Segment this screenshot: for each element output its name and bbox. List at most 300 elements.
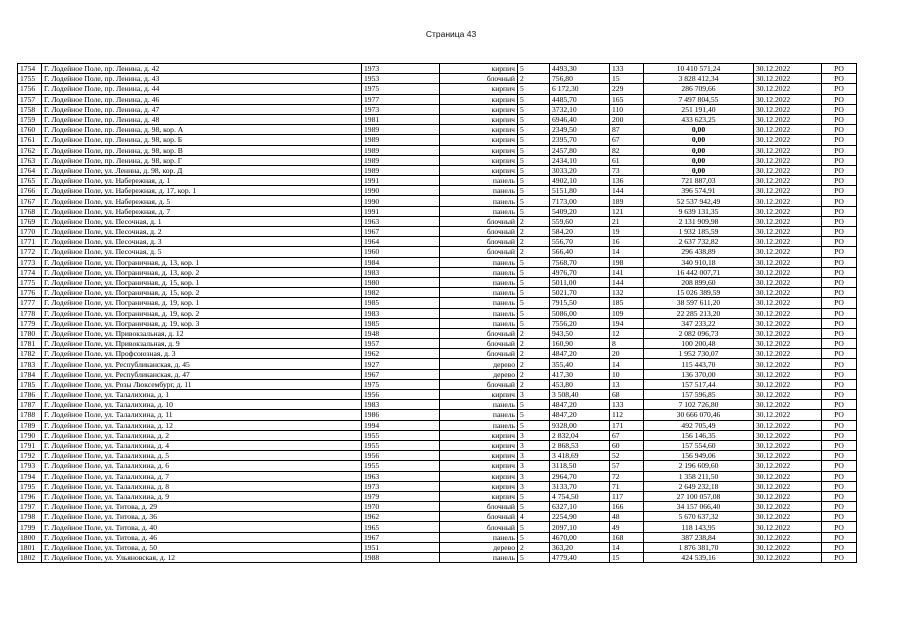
type-cell: РО bbox=[822, 267, 857, 277]
row-number-cell: 1796 bbox=[18, 491, 42, 501]
floors-cell: 5 bbox=[518, 502, 550, 512]
address-cell: Г. Лодейное Поле, ул. Талалихина, д. 11 bbox=[42, 410, 362, 420]
row-number-cell: 1766 bbox=[18, 186, 42, 196]
address-cell: Г. Лодейное Поле, ул. Пограничная, д. 19, кор. 3 bbox=[42, 318, 362, 328]
year-cell: 1991 bbox=[362, 206, 440, 216]
residents-cell: 121 bbox=[610, 206, 644, 216]
year-cell: 1963 bbox=[362, 471, 440, 481]
amount-cell: 0,00 bbox=[644, 145, 754, 155]
amount-cell: 7 497 804,55 bbox=[644, 94, 754, 104]
date-cell: 30.12.2022 bbox=[754, 451, 822, 461]
type-cell: РО bbox=[822, 196, 857, 206]
row-number-cell: 1791 bbox=[18, 440, 42, 450]
year-cell: 1984 bbox=[362, 257, 440, 267]
area-cell: 756,80 bbox=[550, 74, 610, 84]
address-cell: Г. Лодейное Поле, ул. Талалихина, д. 6 bbox=[42, 461, 362, 471]
residents-cell: 67 bbox=[610, 135, 644, 145]
address-cell: Г. Лодейное Поле, ул. Песочная, д. 2 bbox=[42, 227, 362, 237]
wall-material-cell: блочный bbox=[440, 502, 518, 512]
area-cell: 4485,70 bbox=[550, 94, 610, 104]
amount-cell: 156 949,06 bbox=[644, 451, 754, 461]
year-cell: 1985 bbox=[362, 298, 440, 308]
date-cell: 30.12.2022 bbox=[754, 135, 822, 145]
date-cell: 30.12.2022 bbox=[754, 390, 822, 400]
amount-cell: 38 597 611,20 bbox=[644, 298, 754, 308]
date-cell: 30.12.2022 bbox=[754, 125, 822, 135]
row-number-cell: 1778 bbox=[18, 308, 42, 318]
amount-cell: 286 709,66 bbox=[644, 84, 754, 94]
year-cell: 1988 bbox=[362, 553, 440, 563]
wall-material-cell: кирпич bbox=[440, 114, 518, 124]
wall-material-cell: кирпич bbox=[440, 145, 518, 155]
table-row bbox=[18, 410, 857, 420]
type-cell: РО bbox=[822, 84, 857, 94]
residents-cell: 109 bbox=[610, 308, 644, 318]
wall-material-cell: панель bbox=[440, 267, 518, 277]
floors-cell: 5 bbox=[518, 206, 550, 216]
floors-cell: 5 bbox=[518, 532, 550, 542]
table-row bbox=[18, 247, 857, 257]
wall-material-cell: кирпич bbox=[440, 135, 518, 145]
area-cell: 363,20 bbox=[550, 542, 610, 552]
residents-cell: 14 bbox=[610, 542, 644, 552]
floors-cell: 3 bbox=[518, 461, 550, 471]
amount-cell: 115 443,70 bbox=[644, 359, 754, 369]
year-cell: 1985 bbox=[362, 318, 440, 328]
row-number-cell: 1768 bbox=[18, 206, 42, 216]
wall-material-cell: панель bbox=[440, 400, 518, 410]
amount-cell: 5 670 637,32 bbox=[644, 512, 754, 522]
date-cell: 30.12.2022 bbox=[754, 267, 822, 277]
area-cell: 5086,00 bbox=[550, 308, 610, 318]
wall-material-cell: панель bbox=[440, 308, 518, 318]
residents-cell: 61 bbox=[610, 155, 644, 165]
area-cell: 160,90 bbox=[550, 339, 610, 349]
year-cell: 1973 bbox=[362, 481, 440, 491]
floors-cell: 2 bbox=[518, 349, 550, 359]
type-cell: РО bbox=[822, 502, 857, 512]
date-cell: 30.12.2022 bbox=[754, 216, 822, 226]
floors-cell: 5 bbox=[518, 522, 550, 532]
type-cell: РО bbox=[822, 410, 857, 420]
year-cell: 1994 bbox=[362, 420, 440, 430]
amount-cell: 118 143,95 bbox=[644, 522, 754, 532]
date-cell: 30.12.2022 bbox=[754, 227, 822, 237]
type-cell: РО bbox=[822, 155, 857, 165]
floors-cell: 2 bbox=[518, 359, 550, 369]
wall-material-cell: кирпич bbox=[440, 390, 518, 400]
address-cell: Г. Лодейное Поле, ул. Набережная, д. 17, кор. 1 bbox=[42, 186, 362, 196]
wall-material-cell: блочный bbox=[440, 216, 518, 226]
area-cell: 6946,40 bbox=[550, 114, 610, 124]
area-cell: 2254,90 bbox=[550, 512, 610, 522]
floors-cell: 5 bbox=[518, 288, 550, 298]
year-cell: 1989 bbox=[362, 165, 440, 175]
floors-cell: 3 bbox=[518, 481, 550, 491]
residents-cell: 87 bbox=[610, 125, 644, 135]
floors-cell: 2 bbox=[518, 74, 550, 84]
area-cell: 3732,10 bbox=[550, 104, 610, 114]
amount-cell: 492 705,49 bbox=[644, 420, 754, 430]
year-cell: 1956 bbox=[362, 451, 440, 461]
floors-cell: 5 bbox=[518, 196, 550, 206]
amount-cell: 157 517,44 bbox=[644, 379, 754, 389]
table-row bbox=[18, 104, 857, 114]
year-cell: 1983 bbox=[362, 308, 440, 318]
table-row bbox=[18, 369, 857, 379]
residents-cell: 21 bbox=[610, 216, 644, 226]
year-cell: 1973 bbox=[362, 64, 440, 74]
type-cell: РО bbox=[822, 135, 857, 145]
row-number-cell: 1790 bbox=[18, 430, 42, 440]
floors-cell: 5 bbox=[518, 277, 550, 287]
year-cell: 1955 bbox=[362, 430, 440, 440]
wall-material-cell: панель bbox=[440, 532, 518, 542]
type-cell: РО bbox=[822, 104, 857, 114]
type-cell: РО bbox=[822, 420, 857, 430]
address-cell: Г. Лодейное Поле, пр. Ленина, д. 98, кор. В bbox=[42, 145, 362, 155]
date-cell: 30.12.2022 bbox=[754, 369, 822, 379]
row-number-cell: 1777 bbox=[18, 298, 42, 308]
residents-cell: 13 bbox=[610, 379, 644, 389]
address-cell: Г. Лодейное Поле, ул. Титова, д. 29 bbox=[42, 502, 362, 512]
area-cell: 566,40 bbox=[550, 247, 610, 257]
address-cell: Г. Лодейное Поле, ул. Набережная, д. 1 bbox=[42, 176, 362, 186]
table-row bbox=[18, 186, 857, 196]
address-cell: Г. Лодейное Поле, ул. Республиканская, д. 45 bbox=[42, 359, 362, 369]
residents-cell: 166 bbox=[610, 502, 644, 512]
residents-cell: 229 bbox=[610, 84, 644, 94]
table-row bbox=[18, 542, 857, 552]
table-row bbox=[18, 491, 857, 501]
row-number-cell: 1771 bbox=[18, 237, 42, 247]
address-cell: Г. Лодейное Поле, ул. Привокзальная, д. 9 bbox=[42, 339, 362, 349]
floors-cell: 5 bbox=[518, 308, 550, 318]
address-cell: Г. Лодейное Поле, ул. Талалихина, д. 8 bbox=[42, 481, 362, 491]
wall-material-cell: блочный bbox=[440, 349, 518, 359]
wall-material-cell: кирпич bbox=[440, 430, 518, 440]
date-cell: 30.12.2022 bbox=[754, 461, 822, 471]
date-cell: 30.12.2022 bbox=[754, 104, 822, 114]
floors-cell: 5 bbox=[518, 155, 550, 165]
type-cell: РО bbox=[822, 176, 857, 186]
address-cell: Г. Лодейное Поле, ул. Привокзальная, д. 12 bbox=[42, 328, 362, 338]
address-cell: Г. Лодейное Поле, ул. Талалихина, д. 2 bbox=[42, 430, 362, 440]
table-row bbox=[18, 196, 857, 206]
amount-cell: 721 887,03 bbox=[644, 176, 754, 186]
type-cell: РО bbox=[822, 94, 857, 104]
year-cell: 1990 bbox=[362, 186, 440, 196]
address-cell: Г. Лодейное Поле, ул. Набережная, д. 5 bbox=[42, 196, 362, 206]
area-cell: 6327,10 bbox=[550, 502, 610, 512]
type-cell: РО bbox=[822, 227, 857, 237]
residents-cell: 189 bbox=[610, 196, 644, 206]
type-cell: РО bbox=[822, 400, 857, 410]
type-cell: РО bbox=[822, 359, 857, 369]
area-cell: 453,80 bbox=[550, 379, 610, 389]
area-cell: 4 754,50 bbox=[550, 491, 610, 501]
table-row bbox=[18, 74, 857, 84]
address-cell: Г. Лодейное Поле, ул. Набережная, д. 7 bbox=[42, 206, 362, 216]
date-cell: 30.12.2022 bbox=[754, 308, 822, 318]
floors-cell: 2 bbox=[518, 237, 550, 247]
year-cell: 1951 bbox=[362, 542, 440, 552]
floors-cell: 3 bbox=[518, 451, 550, 461]
amount-cell: 22 285 213,20 bbox=[644, 308, 754, 318]
amount-cell: 34 157 066,40 bbox=[644, 502, 754, 512]
table-row bbox=[18, 125, 857, 135]
area-cell: 4847,20 bbox=[550, 349, 610, 359]
table-row bbox=[18, 135, 857, 145]
table-row bbox=[18, 94, 857, 104]
floors-cell: 5 bbox=[518, 553, 550, 563]
year-cell: 1982 bbox=[362, 288, 440, 298]
year-cell: 1967 bbox=[362, 227, 440, 237]
wall-material-cell: кирпич bbox=[440, 155, 518, 165]
residents-cell: 19 bbox=[610, 227, 644, 237]
area-cell: 2 868,53 bbox=[550, 440, 610, 450]
table-row bbox=[18, 298, 857, 308]
type-cell: РО bbox=[822, 74, 857, 84]
amount-cell: 0,00 bbox=[644, 135, 754, 145]
wall-material-cell: кирпич bbox=[440, 165, 518, 175]
year-cell: 1990 bbox=[362, 196, 440, 206]
date-cell: 30.12.2022 bbox=[754, 553, 822, 563]
floors-cell: 5 bbox=[518, 145, 550, 155]
residents-cell: 67 bbox=[610, 430, 644, 440]
date-cell: 30.12.2022 bbox=[754, 481, 822, 491]
wall-material-cell: дерево bbox=[440, 359, 518, 369]
date-cell: 30.12.2022 bbox=[754, 114, 822, 124]
floors-cell: 5 bbox=[518, 257, 550, 267]
address-cell: Г. Лодейное Поле, пр. Ленина, д. 98, кор. А bbox=[42, 125, 362, 135]
date-cell: 30.12.2022 bbox=[754, 532, 822, 542]
date-cell: 30.12.2022 bbox=[754, 339, 822, 349]
type-cell: РО bbox=[822, 288, 857, 298]
address-cell: Г. Лодейное Поле, ул. Пограничная, д. 13, кор. 1 bbox=[42, 257, 362, 267]
year-cell: 1980 bbox=[362, 277, 440, 287]
amount-cell: 296 438,89 bbox=[644, 247, 754, 257]
wall-material-cell: блочный bbox=[440, 247, 518, 257]
row-number-cell: 1755 bbox=[18, 74, 42, 84]
row-number-cell: 1765 bbox=[18, 176, 42, 186]
wall-material-cell: блочный bbox=[440, 522, 518, 532]
amount-cell: 16 442 007,71 bbox=[644, 267, 754, 277]
area-cell: 4779,40 bbox=[550, 553, 610, 563]
floors-cell: 2 bbox=[518, 227, 550, 237]
address-cell: Г. Лодейное Поле, ул. Титова, д. 40 bbox=[42, 522, 362, 532]
address-cell: Г. Лодейное Поле, пр. Ленина, д. 47 bbox=[42, 104, 362, 114]
date-cell: 30.12.2022 bbox=[754, 502, 822, 512]
type-cell: РО bbox=[822, 186, 857, 196]
area-cell: 943,50 bbox=[550, 328, 610, 338]
row-number-cell: 1801 bbox=[18, 542, 42, 552]
type-cell: РО bbox=[822, 145, 857, 155]
residents-cell: 136 bbox=[610, 176, 644, 186]
type-cell: РО bbox=[822, 461, 857, 471]
table-row bbox=[18, 339, 857, 349]
address-cell: Г. Лодейное Поле, ул. Ульяновская, д. 12 bbox=[42, 553, 362, 563]
table-row bbox=[18, 155, 857, 165]
residents-cell: 168 bbox=[610, 532, 644, 542]
date-cell: 30.12.2022 bbox=[754, 155, 822, 165]
wall-material-cell: панель bbox=[440, 298, 518, 308]
type-cell: РО bbox=[822, 369, 857, 379]
residents-cell: 48 bbox=[610, 512, 644, 522]
residents-cell: 110 bbox=[610, 104, 644, 114]
row-number-cell: 1762 bbox=[18, 145, 42, 155]
table-row bbox=[18, 522, 857, 532]
residents-cell: 165 bbox=[610, 94, 644, 104]
residents-cell: 200 bbox=[610, 114, 644, 124]
address-cell: Г. Лодейное Поле, ул. Профсоюзная, д. 3 bbox=[42, 349, 362, 359]
wall-material-cell: панель bbox=[440, 186, 518, 196]
area-cell: 4902,10 bbox=[550, 176, 610, 186]
row-number-cell: 1786 bbox=[18, 390, 42, 400]
row-number-cell: 1781 bbox=[18, 339, 42, 349]
date-cell: 30.12.2022 bbox=[754, 247, 822, 257]
year-cell: 1989 bbox=[362, 125, 440, 135]
year-cell: 1975 bbox=[362, 84, 440, 94]
year-cell: 1977 bbox=[362, 94, 440, 104]
type-cell: РО bbox=[822, 64, 857, 74]
table-row bbox=[18, 451, 857, 461]
address-cell: Г. Лодейное Поле, пр. Ленина, д. 44 bbox=[42, 84, 362, 94]
amount-cell: 136 370,00 bbox=[644, 369, 754, 379]
date-cell: 30.12.2022 bbox=[754, 196, 822, 206]
year-cell: 1979 bbox=[362, 491, 440, 501]
floors-cell: 5 bbox=[518, 298, 550, 308]
residents-cell: 185 bbox=[610, 298, 644, 308]
amount-cell: 2 131 909,98 bbox=[644, 216, 754, 226]
floors-cell: 5 bbox=[518, 104, 550, 114]
date-cell: 30.12.2022 bbox=[754, 145, 822, 155]
wall-material-cell: блочный bbox=[440, 328, 518, 338]
amount-cell: 2 196 609,60 bbox=[644, 461, 754, 471]
row-number-cell: 1773 bbox=[18, 257, 42, 267]
address-cell: Г. Лодейное Поле, ул. Талалихина, д. 10 bbox=[42, 400, 362, 410]
amount-cell: 0,00 bbox=[644, 125, 754, 135]
row-number-cell: 1795 bbox=[18, 481, 42, 491]
type-cell: РО bbox=[822, 308, 857, 318]
floors-cell: 5 bbox=[518, 125, 550, 135]
address-cell: Г. Лодейное Поле, ул. Талалихина, д. 12 bbox=[42, 420, 362, 430]
area-cell: 5021,70 bbox=[550, 288, 610, 298]
amount-cell: 208 899,60 bbox=[644, 277, 754, 287]
address-cell: Г. Лодейное Поле, ул. Талалихина, д. 1 bbox=[42, 390, 362, 400]
row-number-cell: 1758 bbox=[18, 104, 42, 114]
wall-material-cell: кирпич bbox=[440, 94, 518, 104]
year-cell: 1989 bbox=[362, 135, 440, 145]
row-number-cell: 1776 bbox=[18, 288, 42, 298]
address-cell: Г. Лодейное Поле, ул. Талалихина, д. 5 bbox=[42, 451, 362, 461]
amount-cell: 0,00 bbox=[644, 155, 754, 165]
amount-cell: 396 574,91 bbox=[644, 186, 754, 196]
row-number-cell: 1761 bbox=[18, 135, 42, 145]
row-number-cell: 1782 bbox=[18, 349, 42, 359]
table-row bbox=[18, 430, 857, 440]
residents-cell: 52 bbox=[610, 451, 644, 461]
housing-registry-table bbox=[17, 63, 857, 563]
wall-material-cell: панель bbox=[440, 277, 518, 287]
address-cell: Г. Лодейное Поле, ул. Талалихина, д. 7 bbox=[42, 471, 362, 481]
year-cell: 1981 bbox=[362, 114, 440, 124]
amount-cell: 30 666 070,46 bbox=[644, 410, 754, 420]
year-cell: 1962 bbox=[362, 349, 440, 359]
table-row bbox=[18, 165, 857, 175]
residents-cell: 132 bbox=[610, 288, 644, 298]
wall-material-cell: кирпич bbox=[440, 461, 518, 471]
amount-cell: 1 358 211,50 bbox=[644, 471, 754, 481]
wall-material-cell: дерево bbox=[440, 542, 518, 552]
area-cell: 5409,20 bbox=[550, 206, 610, 216]
year-cell: 1983 bbox=[362, 400, 440, 410]
date-cell: 30.12.2022 bbox=[754, 237, 822, 247]
floors-cell: 3 bbox=[518, 471, 550, 481]
floors-cell: 5 bbox=[518, 64, 550, 74]
year-cell: 1989 bbox=[362, 155, 440, 165]
residents-cell: 198 bbox=[610, 257, 644, 267]
amount-cell: 3 828 412,34 bbox=[644, 74, 754, 84]
row-number-cell: 1797 bbox=[18, 502, 42, 512]
type-cell: РО bbox=[822, 542, 857, 552]
floors-cell: 2 bbox=[518, 379, 550, 389]
residents-cell: 15 bbox=[610, 553, 644, 563]
address-cell: Г. Лодейное Поле, ул. Пограничная, д. 19, кор. 1 bbox=[42, 298, 362, 308]
date-cell: 30.12.2022 bbox=[754, 430, 822, 440]
area-cell: 4976,70 bbox=[550, 267, 610, 277]
type-cell: РО bbox=[822, 553, 857, 563]
address-cell: Г. Лодейное Поле, ул. Талалихина, д. 4 bbox=[42, 440, 362, 450]
address-cell: Г. Лодейное Поле, пр. Ленина, д. 43 bbox=[42, 74, 362, 84]
address-cell: Г. Лодейное Поле, ул. Пограничная, д. 13, кор. 2 bbox=[42, 267, 362, 277]
year-cell: 1953 bbox=[362, 74, 440, 84]
row-number-cell: 1774 bbox=[18, 267, 42, 277]
type-cell: РО bbox=[822, 349, 857, 359]
floors-cell: 2 bbox=[518, 328, 550, 338]
wall-material-cell: панель bbox=[440, 176, 518, 186]
floors-cell: 3 bbox=[518, 440, 550, 450]
wall-material-cell: дерево bbox=[440, 369, 518, 379]
amount-cell: 1 876 381,70 bbox=[644, 542, 754, 552]
wall-material-cell: кирпич bbox=[440, 64, 518, 74]
address-cell: Г. Лодейное Поле, пр. Ленина, д. 46 bbox=[42, 94, 362, 104]
table-row bbox=[18, 267, 857, 277]
residents-cell: 60 bbox=[610, 440, 644, 450]
wall-material-cell: блочный bbox=[440, 512, 518, 522]
amount-cell: 0,00 bbox=[644, 165, 754, 175]
floors-cell: 5 bbox=[518, 94, 550, 104]
area-cell: 7568,70 bbox=[550, 257, 610, 267]
table-row bbox=[18, 512, 857, 522]
year-cell: 1989 bbox=[362, 145, 440, 155]
wall-material-cell: кирпич bbox=[440, 440, 518, 450]
residents-cell: 16 bbox=[610, 237, 644, 247]
year-cell: 1955 bbox=[362, 440, 440, 450]
area-cell: 2434,10 bbox=[550, 155, 610, 165]
type-cell: РО bbox=[822, 522, 857, 532]
wall-material-cell: панель bbox=[440, 410, 518, 420]
wall-material-cell: панель bbox=[440, 196, 518, 206]
type-cell: РО bbox=[822, 451, 857, 461]
area-cell: 6 172,30 bbox=[550, 84, 610, 94]
year-cell: 1964 bbox=[362, 237, 440, 247]
floors-cell: 5 bbox=[518, 84, 550, 94]
residents-cell: 144 bbox=[610, 186, 644, 196]
area-cell: 4670,00 bbox=[550, 532, 610, 542]
amount-cell: 9 639 131,35 bbox=[644, 206, 754, 216]
wall-material-cell: кирпич bbox=[440, 491, 518, 501]
